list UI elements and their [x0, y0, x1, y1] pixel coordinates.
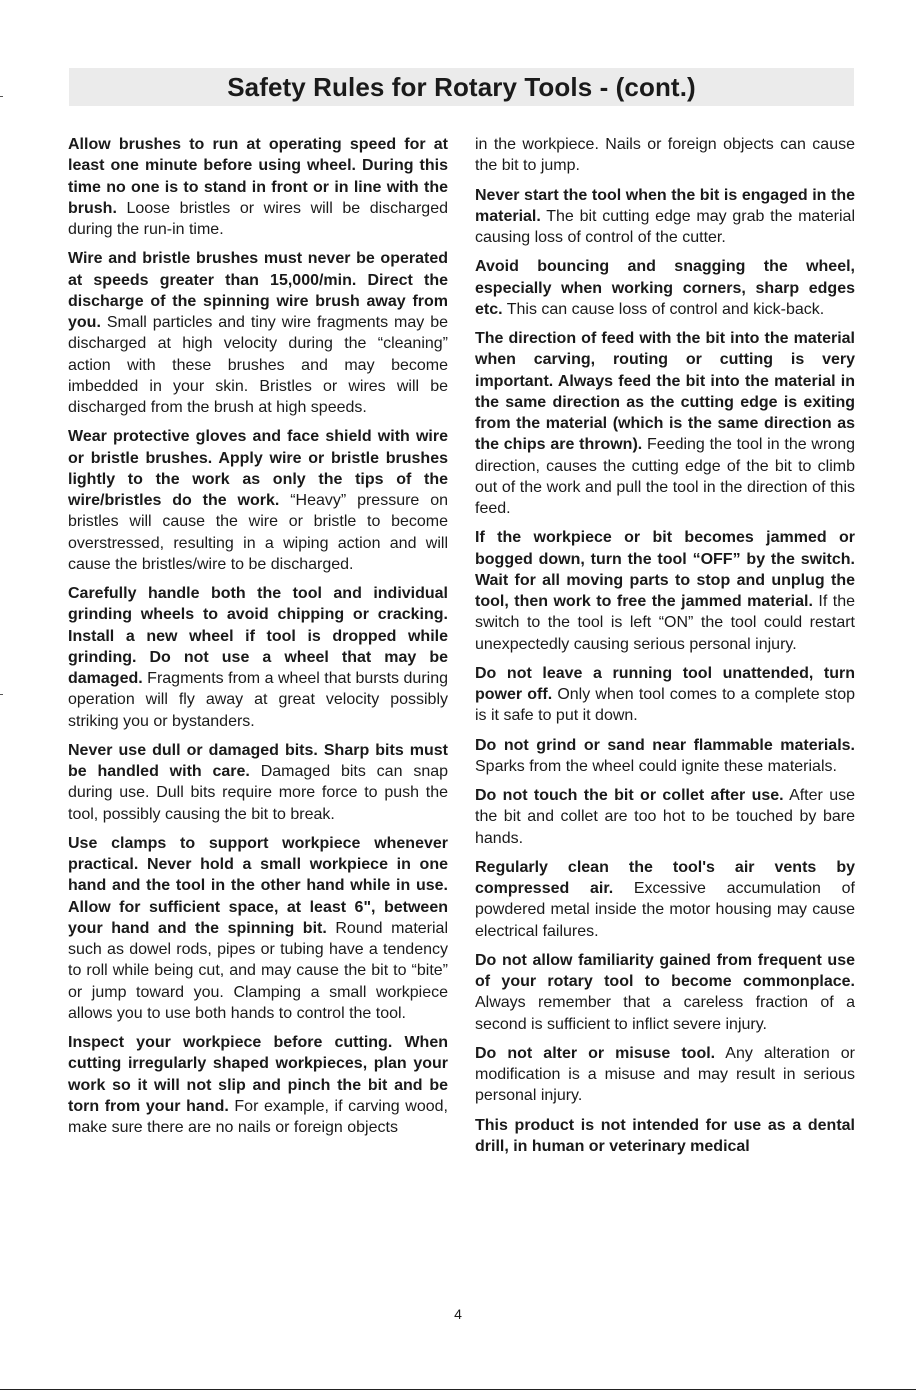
- rule-heading: Wire and bristle brushes must never be operated at speeds greater than 15,000/min. Direct the discharge of the spinning wire brush away from you.: [68, 250, 448, 331]
- safety-rule: [68, 740, 448, 825]
- rule-heading: This product is not intended for use as a dental drill, in human or veterinary medical: [475, 1116, 855, 1155]
- rule-body: Small particles and tiny wire fragments may be discharged at high velocity during the “cleaning” action with these brushes and may become imbedded in your skin. Bristles or wires will be discharged from the brush at high speeds.: [68, 314, 448, 416]
- right-column: [475, 134, 855, 1165]
- rule-body: Feeding the tool in the wrong direction, causes the cutting edge of the bit to climb out of the work and pull the tool in the direction of this feed.: [475, 436, 855, 517]
- rule-body: Any alteration or modification is a misuse and may result in serious personal injury.: [475, 1044, 855, 1105]
- scan-edge-mark: [0, 96, 3, 97]
- rule-heading: Do not alter or misuse tool.: [475, 1044, 716, 1062]
- rule-heading: Never start the tool when the bit is engaged in the material.: [475, 186, 855, 225]
- rule-body: If the switch to the tool is left “ON” the tool could restart unexpectedly causing serious personal injury.: [475, 593, 855, 653]
- safety-rule: [68, 134, 448, 240]
- rule-body: The bit cutting edge may grab the material causing loss of control of the cutter.: [475, 207, 855, 246]
- section-header-bar: [69, 68, 854, 106]
- rule-heading: The direction of feed with the bit into the material when carving, routing or cutting is very important. Always feed the bit into the material in the same direction as the cutting edge is exiting from the material (which is the same direction as the chips are thrown).: [475, 330, 855, 454]
- rule-body: Fragments from a wheel that bursts during operation will fly away at great velocity possibly striking you or bystanders.: [68, 670, 448, 730]
- rule-body: This can cause loss of control and kick-back.: [502, 300, 825, 318]
- safety-rule: [475, 1115, 855, 1158]
- safety-rule: [68, 1032, 448, 1138]
- rule-body: Always remember that a careless fraction of a second is sufficient to inflict severe injury.: [475, 994, 855, 1033]
- rule-heading: Do not grind or sand near flammable materials.: [475, 736, 855, 754]
- rule-heading: If the workpiece or bit becomes jammed or bogged down, turn the tool “OFF” by the switch. Wait for all moving parts to stop and unplug the tool, then work to free the jammed material.: [475, 529, 855, 610]
- rule-heading: Avoid bouncing and snagging the wheel, especially when working corners, sharp edges etc.: [475, 258, 855, 318]
- safety-rule: [475, 785, 855, 849]
- rule-heading: Do not allow familiarity gained from frequent use of your rotary tool to become commonplace.: [475, 951, 855, 990]
- safety-rule: [475, 185, 855, 249]
- rule-body: in the workpiece. Nails or foreign objects can cause the bit to jump.: [475, 136, 855, 175]
- rule-body: “Heavy” pressure on bristles will cause the wire or bristle to become overstressed, resulting in a wiping action and will cause the bristles/wire to be discharged.: [68, 492, 449, 573]
- safety-rule: [68, 426, 448, 575]
- safety-rule: [475, 527, 855, 655]
- rule-heading: Never use dull or damaged bits. Sharp bits must be handled with care.: [68, 741, 448, 780]
- left-column: [68, 134, 448, 1146]
- rule-body: Sparks from the wheel could ignite these materials.: [475, 757, 837, 775]
- rule-heading: Inspect your workpiece before cutting. When cutting irregularly shaped workpieces, plan your work so it will not slip and pinch the bit and be torn from your hand.: [68, 1034, 448, 1115]
- rule-body: Only when tool comes to a complete stop is it safe to put it down.: [475, 686, 856, 725]
- scan-edge-mark: [0, 694, 3, 695]
- safety-rule: [475, 134, 855, 177]
- page-bottom-rule: [0, 1389, 916, 1390]
- safety-rule: [475, 950, 855, 1035]
- rule-heading: Allow brushes to run at operating speed for at least one minute before using wheel. During this time no one is to stand in front or in line with the brush.: [68, 136, 448, 217]
- rule-heading: Wear protective gloves and face shield with wire or bristle brushes. Apply wire or bristle brushes lightly to the work as only the tips of the wire/bristles do the work.: [68, 428, 448, 509]
- rule-body: Loose bristles or wires will be discharged during the run-in time.: [68, 199, 448, 238]
- rule-body: For example, if carving wood, make sure there are no nails or foreign objects: [68, 1097, 448, 1136]
- rule-heading: Do not touch the bit or collet after use.: [475, 787, 784, 804]
- page-number: 4: [454, 1306, 462, 1322]
- rule-body: Damaged bits can snap during use. Dull bits require more force to push the tool, possibly causing the bit to break.: [68, 763, 449, 823]
- safety-rule: [475, 857, 855, 942]
- safety-rule: [475, 1043, 855, 1107]
- safety-rule: [475, 328, 855, 519]
- safety-rule: [68, 833, 448, 1024]
- safety-rule: [475, 256, 855, 320]
- rule-heading: Use clamps to support workpiece whenever practical. Never hold a small workpiece in one hand and the tool in the other hand while in use. Allow for sufficient space, at least 6", between your hand and the spinning bit.: [68, 834, 448, 937]
- rule-heading: Carefully handle both the tool and individual grinding wheels to avoid chipping or cracking. Install a new wheel if tool is dropped while grinding. Do not use a wheel that may be damaged.: [68, 585, 448, 687]
- rule-body: Round material such as dowel rods, pipes or tubing have a tendency to roll while being cut, and may cause the bit to “bite” or jump toward you. Clamping a small workpiece allows you to use both hands to control the tool.: [68, 919, 448, 1022]
- rule-body: Excessive accumulation of powdered metal inside the motor housing may cause electrical failures.: [475, 880, 855, 940]
- page-title: Safety Rules for Rotary Tools - (cont.): [227, 71, 696, 102]
- safety-rule: [475, 735, 855, 778]
- rule-heading: Regularly clean the tool's air vents by compressed air.: [475, 858, 855, 897]
- safety-rule: [475, 663, 855, 727]
- rule-heading: Do not leave a running tool unattended, turn power off.: [475, 664, 855, 703]
- safety-rule: [68, 583, 448, 732]
- safety-rule: [68, 248, 448, 418]
- rule-body: After use the bit and collet are too hot to be touched by bare hands.: [475, 787, 855, 847]
